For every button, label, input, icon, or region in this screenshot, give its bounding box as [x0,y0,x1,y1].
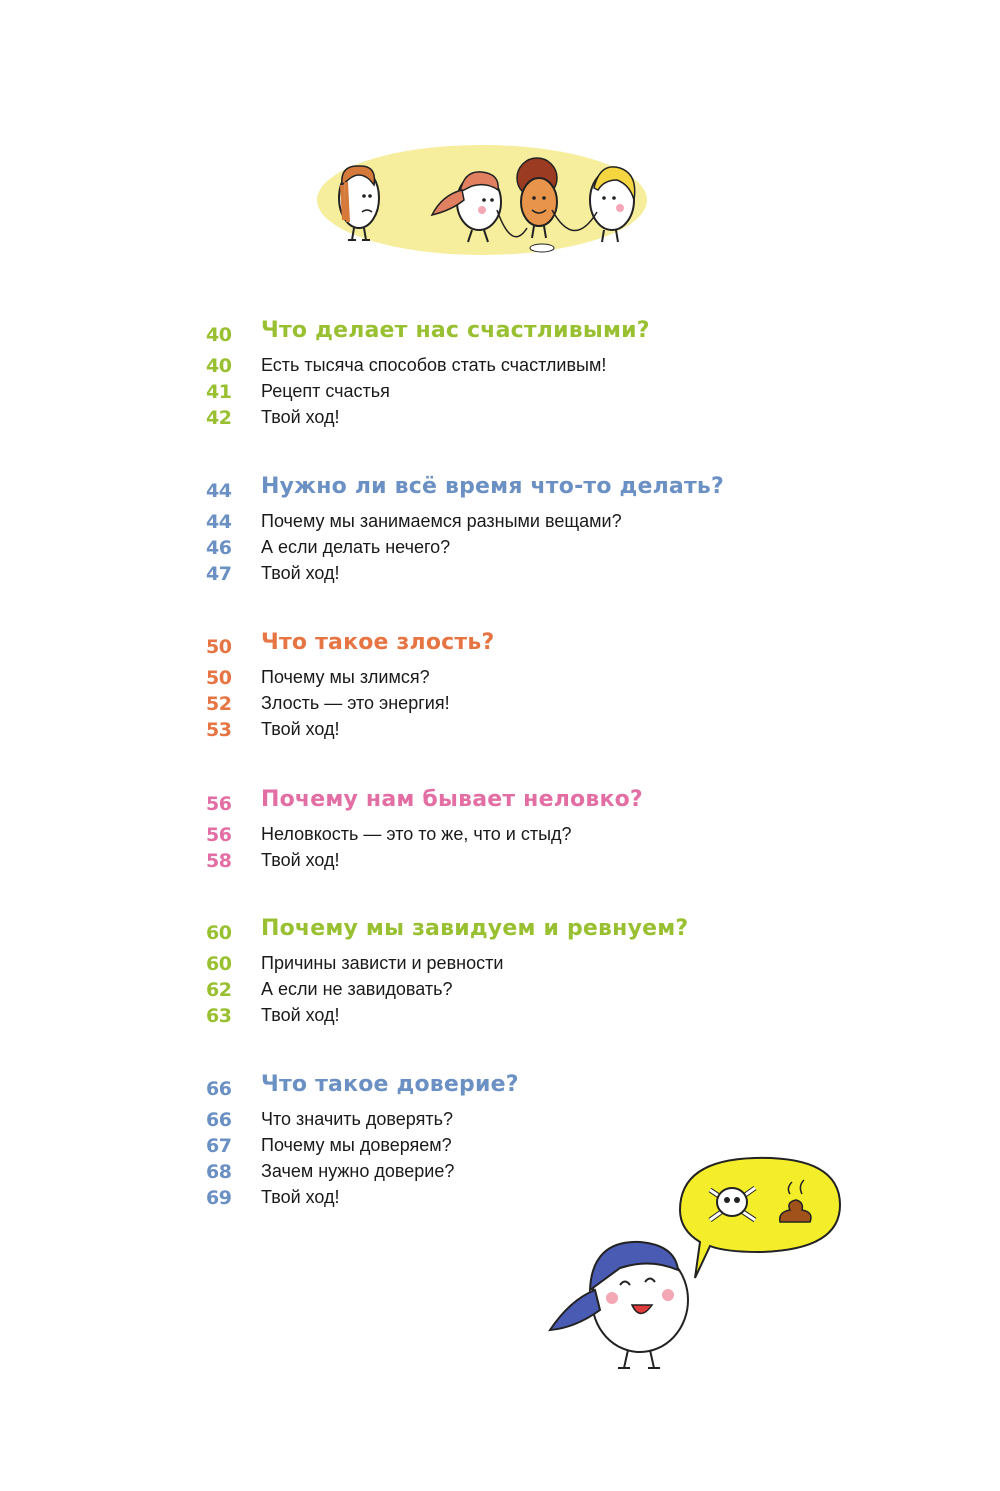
toc-section [206,916,806,1030]
section-title: Почему нам бывает неловко? [261,787,643,812]
section-page-number: 40 [206,324,232,346]
item-page-number: 42 [206,407,232,429]
item-label: А если делать нечего? [261,537,451,557]
section-page-number: 44 [206,480,232,502]
toc-item[interactable] [206,666,806,692]
kid-with-speech-bubble-illustration [540,1150,860,1380]
toc-item[interactable] [206,354,806,380]
item-label: Зачем нужно доверие? [261,1161,455,1181]
toc-item[interactable] [206,1108,806,1134]
item-label: Почему мы занимаемся разными вещами? [261,511,622,531]
toc-item-list [206,510,806,588]
section-page-number: 66 [206,1078,232,1100]
section-page-number: 60 [206,922,232,944]
toc-section-heading[interactable] [206,630,806,666]
section-title: Что такое злость? [261,630,495,655]
item-label: Твой ход! [261,563,340,583]
item-label: А если не завидовать? [261,979,453,999]
item-page-number: 47 [206,563,232,585]
item-label: Твой ход! [261,1005,340,1025]
item-label: Неловкость — это то же, что и стыд? [261,824,572,844]
item-page-number: 56 [206,824,232,846]
item-page-number: 52 [206,693,232,715]
toc-item[interactable] [206,536,806,562]
toc-section-heading[interactable] [206,318,806,354]
toc-item[interactable] [206,510,806,536]
item-page-number: 46 [206,537,232,559]
item-page-number: 62 [206,979,232,1001]
item-label: Злость — это энергия! [261,693,450,713]
item-page-number: 44 [206,511,232,533]
item-page-number: 68 [206,1161,232,1183]
toc-item[interactable] [206,562,806,588]
section-page-number: 50 [206,636,232,658]
toc-section-heading[interactable] [206,474,806,510]
item-page-number: 50 [206,667,232,689]
toc-item[interactable] [206,823,806,849]
toc-section [206,630,806,744]
toc-section [206,787,806,875]
section-title: Почему мы завидуем и ревнуем? [261,916,689,941]
toc-section-heading[interactable] [206,787,806,823]
toc-item[interactable] [206,1004,806,1030]
toc-section [206,318,806,432]
toc-item-list [206,823,806,875]
toc-section-heading[interactable] [206,916,806,952]
item-label: Почему мы доверяем? [261,1135,452,1155]
item-label: Твой ход! [261,1187,340,1207]
item-label: Рецепт счастья [261,381,390,401]
item-page-number: 40 [206,355,232,377]
section-title: Нужно ли всё время что-то делать? [261,474,725,499]
item-page-number: 60 [206,953,232,975]
toc-section [206,474,806,588]
item-label: Твой ход! [261,719,340,739]
item-page-number: 69 [206,1187,232,1209]
item-label: Твой ход! [261,850,340,870]
item-label: Почему мы злимся? [261,667,430,687]
section-title: Что такое доверие? [261,1072,519,1097]
kid-with-cap-figure [550,1242,688,1368]
toc-item[interactable] [206,849,806,875]
item-label: Твой ход! [261,407,340,427]
item-label: Причины зависти и ревности [261,953,504,973]
item-label: Есть тысяча способов стать счастливым! [261,355,607,375]
toc-item-list [206,952,806,1030]
item-page-number: 41 [206,381,232,403]
item-page-number: 67 [206,1135,232,1157]
toc-item[interactable] [206,718,806,744]
toc-item[interactable] [206,978,806,1004]
toc-item[interactable] [206,380,806,406]
speech-bubble [680,1158,840,1278]
toc-item[interactable] [206,692,806,718]
toc-section-heading[interactable] [206,1072,806,1108]
item-page-number: 63 [206,1005,232,1027]
toc-item[interactable] [206,952,806,978]
toc-item-list [206,354,806,432]
item-page-number: 58 [206,850,232,872]
item-label: Что значить доверять? [261,1109,453,1129]
section-page-number: 56 [206,793,232,815]
toc-item-list [206,666,806,744]
toc-item[interactable] [206,406,806,432]
item-page-number: 66 [206,1109,232,1131]
item-page-number: 53 [206,719,232,741]
section-title: Что делает нас счастливыми? [261,318,650,343]
